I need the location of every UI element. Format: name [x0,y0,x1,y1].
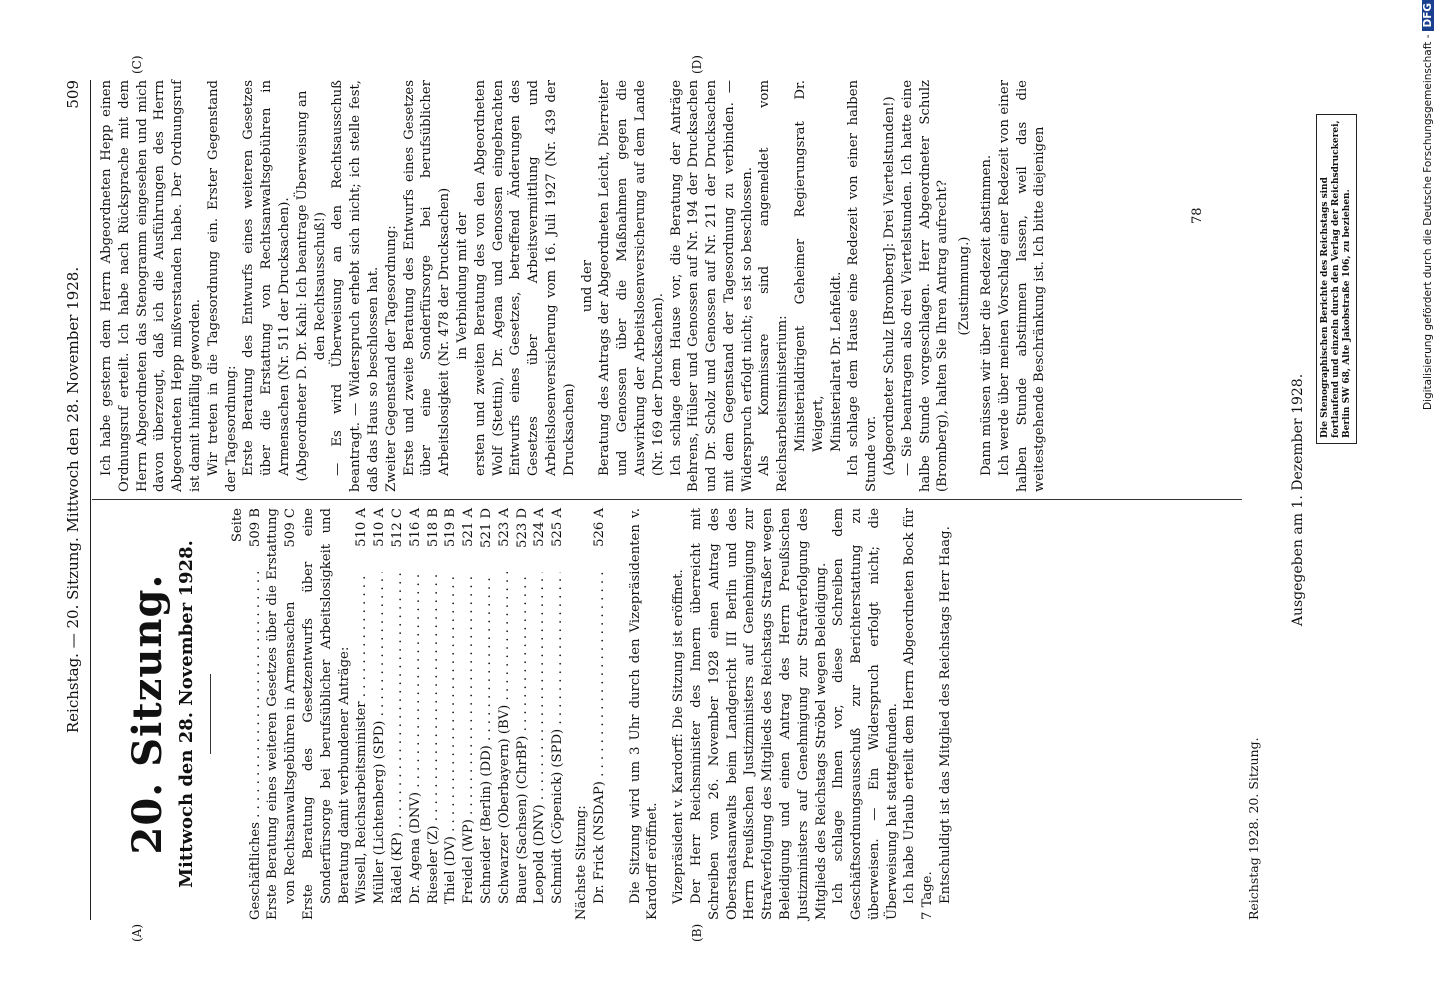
digitization-text: Digitalisierung gefördert durch die Deutsche Forschungsgemeinschaft -DFG [1422,0,1434,1000]
footer-left: Reichstag 1928. 20. Sitzung. [1246,737,1261,920]
toc-entry: Rädel (KP) . . . 512 C [389,508,407,904]
digitization-strip [1420,0,1434,1000]
opening-paragraph: Die Sitzung wird um 3 Uhr durch den Vizepräsidenten v. Kardorff eröffnet. [627,508,661,920]
commissar: Ministerialrat Dr. Lehfeldt. [828,271,844,452]
toc-entry: Schmidt (Cöpenick) (SPD) . . . 525 A [549,508,567,904]
margin-mark-c: (C) [130,55,144,74]
short-rule [210,674,211,754]
body-paragraph: Ich schlage dem Hause vor, die Beratung der Anträge Behrens, Hülser und Genossen auf Nr. 194 der Drucksachen und Dr. Scholz und Genossen auf Nr. 211 der Drucksachen mit dem Gegenstand der Tagesordnung zu verbinden. — Widerspruch erfolgt nicht; es ist so beschlossen. [668,80,755,492]
toc-entry: Leopold (DNV) . . . 524 A [531,508,549,904]
margin-mark-a: (A) [130,923,144,942]
agenda-item: Erste und zweite Beratung des Entwurfs eines Gesetzes über eine Sonderfürsorge bei berufsüblicher Arbeitslosigkeit (Nr. 478 der Drucksachen) [401,80,453,476]
agenda-item: ersten und zweiten Beratung des von den Abgeordneten Wolf (Stettin), Dr. Agena und Genossen eingebrachten Entwurfs eines Gesetzes, betreffend Änderungen des Gesetzes über Arbeitsvermittlung und Arbeitslosenversicherung vom 16. Juli 1927 (Nr. 439 der Drucksachen) [472,80,577,476]
toc-entry: Dr. Agena (DNV) . . . 516 A [407,508,425,904]
right-column [98,80,1049,492]
body-paragraph: Entschuldigt ist das Mitglied des Reichstags Herr Haag. [938,526,954,904]
seite-label: Seite [229,508,245,543]
interjection: (Zustimmung.) [957,236,973,336]
agenda-item: Beratung des Antrags der Abgeordneten Leicht, Dierreiter und Genossen über die Maßnahmen gegen die Auswirkung der Arbeitslosenversicherung auf dem Lande (Nr. 169 der Drucksachen). [597,80,666,476]
body-paragraph: Ich werde über meinen Vorschlag einer Redezeit von einer halben Stunde abstimmen lassen, weil das die weitestgehende Beschränkung ist. Ich bitte diejenigen [996,80,1048,492]
toc-entry: Bauer (Sachsen) (ChrBP) . . . 523 D [514,508,532,904]
toc-entry: Schneider (Berlin) (DD) . . . 521 D [478,508,496,904]
next-session-label: Nächste Sitzung: [573,805,589,920]
body-paragraph: — Es wird Überweisung an den Rechtsausschuß beantragt. — Widerspruch erhebt sich nicht; ich stelle fest, daß das Haus so beschlossen hat. [330,80,381,492]
toc-entry: Thiel (DV) . . . 519 B [442,508,460,904]
running-header [62,80,88,920]
dfg-logo: DFG [1422,0,1434,31]
interjection: (Abgeordneter Schulz [Bromberg]: Drei Viertelstunden!) [882,96,898,476]
agenda-link: in Verbindung mit der [454,212,470,360]
margin-mark-d: (D) [690,55,704,74]
publisher-notice: Die Stenographischen Berichte des Reichstags sind fortlaufend und einzeln durch den Verlag der Reichsdruckerei, Berlin SW 68, Alte Jakobstraße 106, zu beziehen. [1316,114,1357,444]
toc-entry: Müller (Lichtenberg) (SPD) . . . 510 A [371,508,389,904]
body-paragraph: Ich schlage dem Hause eine Redezeit von einer halben Stunde vor. [846,80,880,492]
header-page-number: 509 [64,80,82,109]
body-paragraph: Vizepräsident v. Kardorff: Die Sitzung ist eröffnet. [671,569,687,904]
toc-entry: Schwarzer (Oberbayern) (BV) . . . 523 A [496,508,514,904]
toc-entry: Rieseler (Z) . . . 518 B [425,508,443,904]
sheet-number: 78 [1190,207,1205,224]
toc-entry: Erste Beratung eines weiteren Gesetzes über die Erstattung von Rechtsanwaltsgebühren in Armensachen 509 C [265,508,299,920]
body-paragraph: Der Herr Reichsminister des Innern überreicht mit Schreiben vom 26. November 1928 einen Antrag des Oberstaatsanwalts beim Landgericht III Berlin und des Herrn Preußischen Justizministers auf Genehmigung zur Strafverfolgung des Mitglieds des Reichstags Straßer wegen Beleidigung und einen Antrag des Herrn Preußischen Justizministers auf Genehmigung zur Strafverfolgung des Mitglieds des Reichstags Ströbel wegen Beleidigung. [688,508,829,920]
body-paragraph: Wir treten in die Tagesordnung ein. Erster Gegenstand der Tagesordnung: [205,80,239,492]
body-paragraph: Ich habe gestern dem Herrn Abgeordneten Hepp einen Ordnungsruf erteilt. Ich habe nach Rücksprache mit dem Herrn Abgeordneten das Stenogramm eingesehen und mich davon überzeugt, daß ich die Ausführungen des Herrn Abgeordneten Hepp mißverstanden habe. Der Ordnungsruf ist damit hinfällig geworden. [99,80,203,492]
header-rule [90,80,91,920]
header-title: Reichstag. — 20. Sitzung. Mittwoch den 28. November 1928. [64,266,82,734]
toc-entry: Geschäftliches . . . 509 B [247,508,265,920]
commissar: Ministerialdirigent Geheimer Regierungsrat Dr. Weigert, [793,80,826,452]
issued-date: Ausgegeben am 1. Dezember 1928. [1290,373,1306,627]
toc-entry: Wissell, Reichsarbeitsminister . . . 510 A [353,508,371,904]
margin-mark-b: (B) [690,923,704,942]
interjection: (Abgeordneter D. Dr. Kahl: Ich beantrage Überweisung an den Rechtsausschuß!) [294,90,328,482]
session-date: Mittwoch den 28. November 1928. [176,540,197,888]
body-paragraph: — Sie beantragen also drei Viertelstunden. Ich hatte eine halbe Stunde vorgeschlagen. Herr Abgeordneter Schulz (Bromberg), halten Sie Ihren Antrag aufrecht? [899,80,951,492]
commissars-label: Als Kommissare sind angemeldet vom Reichsarbeitsministerium: [757,80,791,492]
body-paragraph: Ich habe Urlaub erteilt dem Herrn Abgeordneten Bock für 7 Tage. [902,508,936,920]
agenda-label: Zweiter Gegenstand der Tagesordnung: [383,225,399,492]
body-paragraph: Ich schlage Ihnen vor, diese Schreiben dem Geschäftsordnungsausschuß zur Berichterstattung zu überweisen. — Ein Widerspruch erfolgt nicht; die Überweisung hat stattgefunden. [831,508,900,920]
column-divider [92,499,1242,500]
toc-entry: Freidel (WP) . . . 521 A [460,508,478,904]
agenda-link: und der [579,259,595,313]
agenda-item: Erste Beratung des Entwurfs eines weiteren Gesetzes über die Erstattung von Rechtsanwaltsgebühren in Armensachen (Nr. 511 der Drucksachen). [241,80,292,476]
toc-speaker-list [353,508,567,920]
body-paragraph: Dann müssen wir über die Redezeit abstimmen. [979,154,995,476]
left-column [98,508,955,920]
toc-entry: Erste Beratung des Gesetzentwurfs über eine Sonderfürsorge bei berufsüblicher Arbeitslosigkeit und Beratung damit verbundener Anträge: [300,508,352,920]
session-title: 20. Sitzung. [124,573,171,855]
toc-entry: Dr. Frick (NSDAP) . . . 526 A [591,508,609,920]
